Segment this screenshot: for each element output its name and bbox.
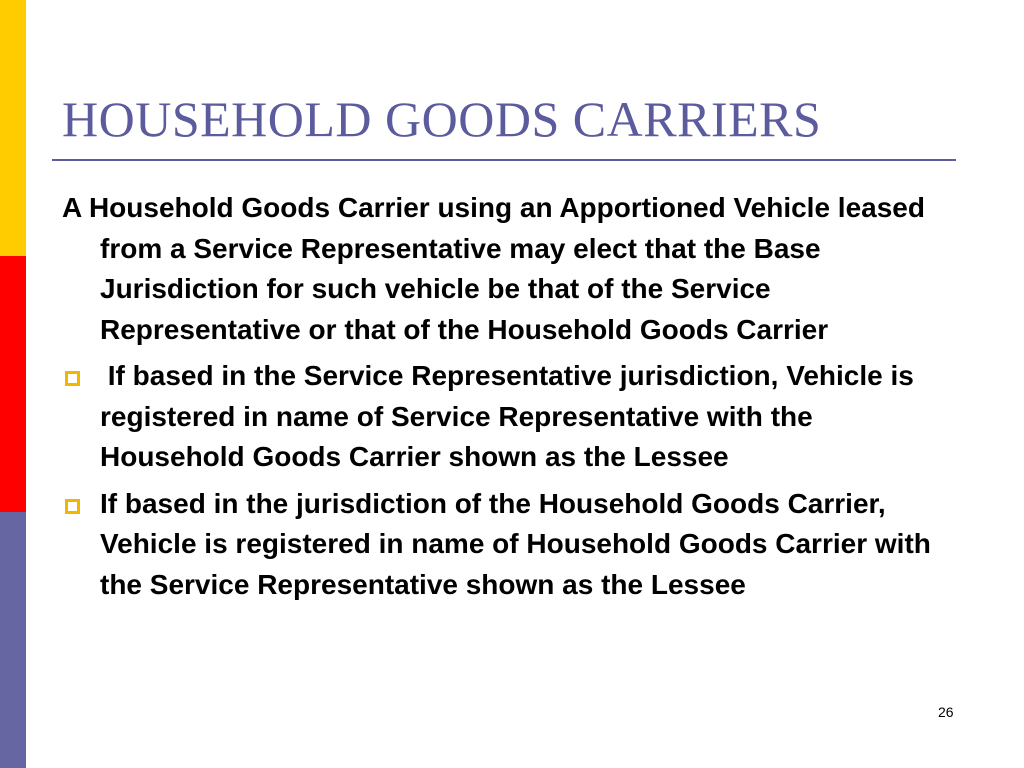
hollow-square-bullet-icon — [65, 499, 80, 514]
slide-body — [62, 188, 942, 611]
bullet-item — [62, 484, 942, 606]
bullet-text: If based in the jurisdiction of the Household Goods Carrier, Vehicle is registered in name of Household Goods Carrier with the Service Representative shown as the Lessee — [100, 487, 931, 600]
hollow-square-bullet-icon — [65, 371, 80, 386]
left-stripe-red — [0, 256, 26, 512]
bullet-item — [62, 356, 942, 478]
bullet-text: If based in the Service Representative jurisdiction, Vehicle is registered in name of Service Representative with the Household Goods Carrier shown as the Lessee — [100, 360, 914, 472]
page-number: 26 — [938, 704, 954, 720]
slide-title: HOUSEHOLD GOODS CARRIERS — [62, 91, 822, 147]
intro-paragraph: A Household Goods Carrier using an Apportioned Vehicle leased from a Service Representative may elect that the Base Jurisdiction for such vehicle be that of the Service Representative or that of the Household Goods Carrier — [62, 192, 925, 345]
left-stripe-yellow — [0, 0, 26, 256]
left-stripe-purple — [0, 512, 26, 768]
title-divider — [52, 159, 956, 161]
